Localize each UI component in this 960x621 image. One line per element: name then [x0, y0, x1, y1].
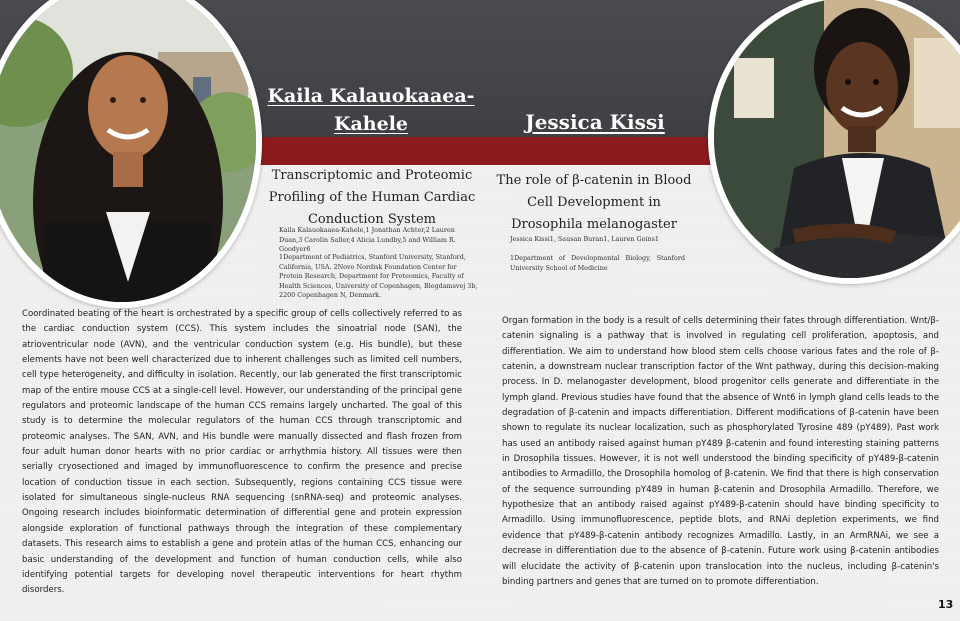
- affiliations-left: 1Department of Pediatrics, Stanford University, Stanford, California, USA. 2Novo Nordisk Foundation Center for Protein Research, Department for Proteomics, Faculty of Health Sciences, University of Copenhagen, Blegdamsvej 3b, 2200 Copenhagen N, Denmark.: [279, 253, 478, 300]
- affiliations-right: 1Department of Developmental Biology, Stanford University School of Medicine: [510, 254, 685, 272]
- abstract-title-left: Transcriptomic and Proteomic Profiling of the Human Cardiac Conduction System: [268, 168, 476, 227]
- abstract-body-right: Organ formation in the body is a result of cells determining their fates through differentiation. Wnt/β-catenin signaling is a pathway that is involved in regulating cell proliferation, apoptosis, and differentiation. We aim to understand how blood stem cells choose various fates and the role of β-catenin, a downstream nuclear transcription factor of the Wnt pathway, during this decision-making process. In D. melanogaster development, blood progenitor cells generate and differentiate in the lymph gland. Previous studies have found that the absence of Wnt6 in lymph gland cells leads to the degradation of β-catenin and impacts differentiation. Different modifications of β-catenin have been shown to regulate its nuclear localization, such as phosphorylated Tyrosine 489 (pY489). Past work has used an antibody raised against human pY489 β-catenin and found interesting staining patterns in Drosophila tissues. However, it is not well understood the binding specificity of pY489-β-catenin antibodies to Armadillo, the Drosophila homolog of β-catenin. We find that there is high conservation of the sequence surrounding pY489 in human β-catenin and Drosophila Armadillo. Therefore, we hypothesize that an antibody raised against pY489-β-catenin should have binding specificity to Armadillo. Using immunofluorescence, peptide blots, and RNAi depletion experiments, we find evidence that pY489-β-catenin antibody recognizes Armadillo. Lastly, in an ArmRNAi, we see a decrease in differentiation due to the absence of β-catenin. Future work using β-catenin antibodies will elucidate the activity of β-catenin upon translocation into the nucleus, including β-catenin's binding partners and genes that are turned on to promote differentiation.: [502, 316, 939, 587]
- presenter-name-right: Jessica Kissi: [525, 110, 665, 134]
- authors-right: Jessica Kissi1, Sausan Buran1, Lauren Goins1: [510, 235, 659, 243]
- presenter-name-left: Kaila Kalauokaaea-Kahele: [267, 85, 475, 135]
- portrait-right-illustration: [714, 0, 960, 278]
- portrait-left-illustration: [0, 0, 256, 302]
- page-number: 13: [938, 598, 954, 611]
- abstract-title-right: The role of β-catenin in Blood Cell Development in Drosophila melanogaster: [496, 173, 692, 232]
- abstract-body-left: Coordinated beating of the heart is orchestrated by a specific group of cells collectively referred to as the cardiac conduction system (CCS). This system includes the sinoatrial node (SAN), the atrioventricular node (AVN), and the ventricular conduction system (e.g. His bundle), but these elements have not been well characterized due to inherent challenges such as limited cell numbers, cell type heterogeneity, and difficulty in isolation. Recently, our lab generated the first transcriptomic map of the entire mouse CCS at a single-cell level. However, our understanding of the principal gene regulators and proteomic landscape of the human CCS remains largely uncharted. The goal of this study is to determine the molecular regulators of the human CCS through transcriptomic and proteomic analyses. The SAN, AVN, and His bundle were manually dissected and flash frozen from four adult human donor hearts with no prior cardiac or arrhythmia history. All tissues were then serially cryosectioned and imaged by immunofluorescence to confirm the presence and precise location of conduction tissue in each section. Subsequently, regions containing CCS tissue were isolated for simultaneous single-nucleus RNA sequencing (snRNA-seq) and proteomic analyses. Ongoing research includes bioinformatic determination of differential gene and protein expression alongside exploration of functional pathways through the integration of these complementary datasets. This research aims to establish a gene and protein atlas of the human CCS, enhancing our basic understanding of the development and function of human conduction cells, while also identifying potential targets for developing novel therapeutic interventions for heart rhythm disorders.: [22, 309, 462, 596]
- authors-left: Kaila Kalauokaaea-Kahele,1 Jonathan Achter,2 Lauren Duan,3 Carolin Saller,4 Alicia Lundby,5 and William R. Goodyer6: [279, 226, 456, 254]
